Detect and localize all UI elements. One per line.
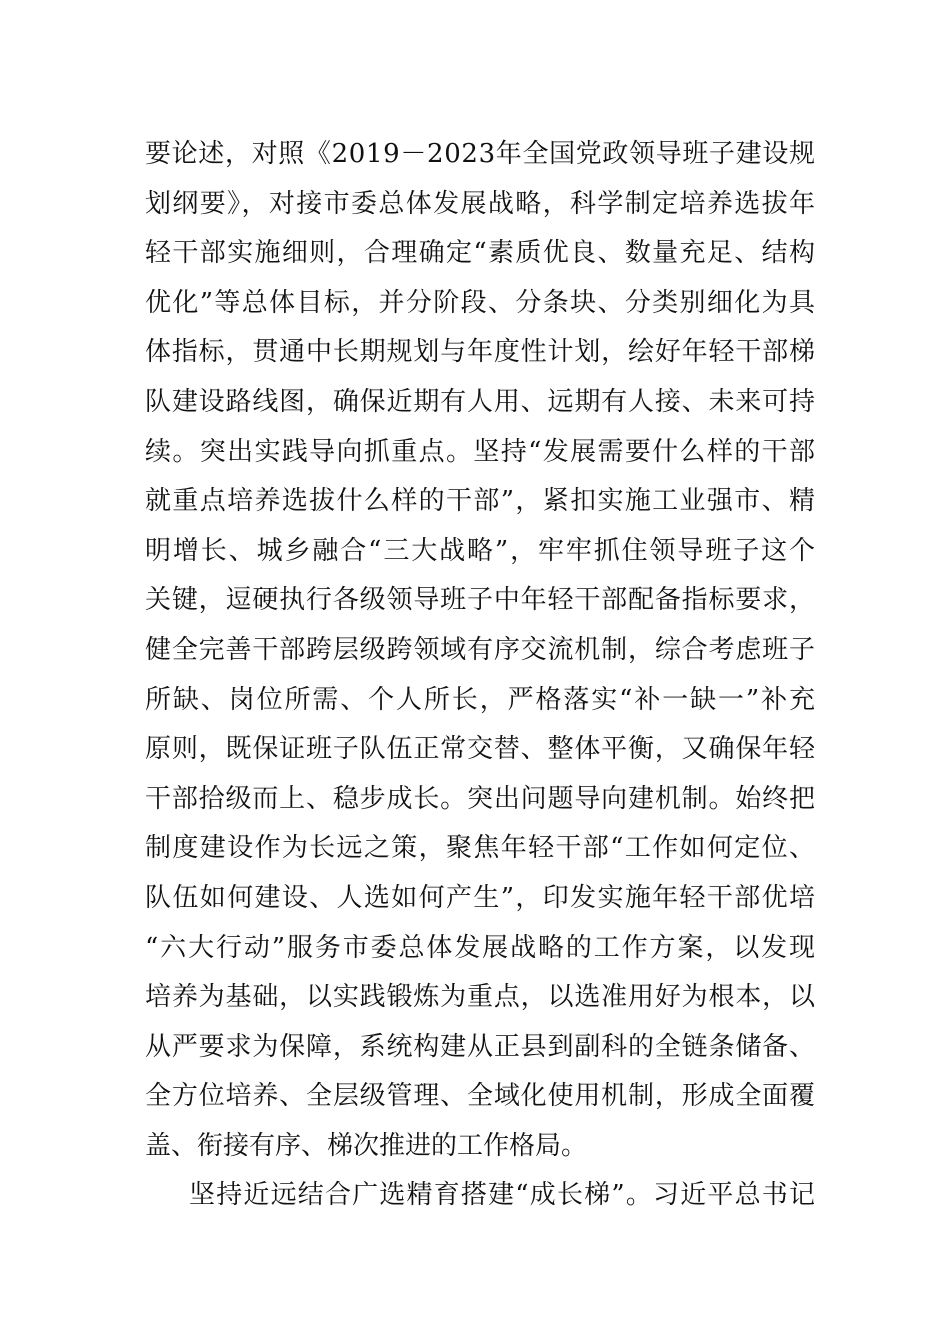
text-line: 续。突出实践导向抓重点。坚持“发展需要什么样的干部	[145, 436, 817, 467]
text-line: 轻干部实施细则，合理确定“素质优良、数量充足、结构	[145, 238, 817, 269]
text-line: 队伍如何建设、人选如何产生”，印发实施年轻干部优培	[145, 882, 817, 913]
text-line: 优化”等总体目标，并分阶段、分条块、分类别细化为具	[145, 287, 817, 318]
text-line: 原则，既保证班子队伍正常交替、整体平衡，又确保年轻	[145, 734, 816, 765]
text-line: 盖、衔接有序、梯次推进的工作格局。	[145, 1130, 588, 1161]
text-line: 培养为基础，以实践锻炼为重点，以选准用好为根本，以	[145, 982, 816, 1013]
text-line: 从严要求为保障，系统构建从正县到副科的全链条储备、	[145, 1031, 816, 1062]
text-line: 划纲要》，对接市委总体发展战略，科学制定培养选拔年	[145, 188, 817, 219]
text-line: 就重点培养选拔什么样的干部”，紧扣实施工业强市、精	[145, 486, 817, 517]
text-line: 制度建设作为长远之策，聚焦年轻干部“工作如何定位、	[145, 833, 817, 864]
text-line: 所缺、岗位所需、个人所长，严格落实“补一缺一”补充	[145, 684, 817, 715]
text-line: 明增长、城乡融合“三大战略”，牢牢抓住领导班子这个	[145, 535, 817, 566]
body-text	[145, 130, 815, 1221]
text-line: 全方位培养、全层级管理、全域化使用机制，形成全面覆	[145, 1081, 816, 1112]
paragraph-first-line: 坚持近远结合广选精育搭建“成长梯”。习近平总书记	[189, 1180, 817, 1211]
text-line: 队建设路线图，确保近期有人用、远期有人接、未来可持	[145, 386, 816, 417]
text-line: 要论述，对照《2019－2023年全国党政领导班子建设规	[145, 139, 816, 169]
text-line: 健全完善干部跨层级跨领域有序交流机制，综合考虑班子	[145, 634, 816, 665]
text-line: 关键，逗硬执行各级领导班子中年轻干部配备指标要求，	[145, 585, 816, 616]
text-line: “六大行动”服务市委总体发展战略的工作方案，以发现	[145, 932, 817, 963]
text-line: 干部拾级而上、稳步成长。突出问题导向建机制。始终把	[145, 783, 816, 814]
text-line: 体指标，贯通中长期规划与年度性计划，绘好年轻干部梯	[145, 337, 816, 368]
